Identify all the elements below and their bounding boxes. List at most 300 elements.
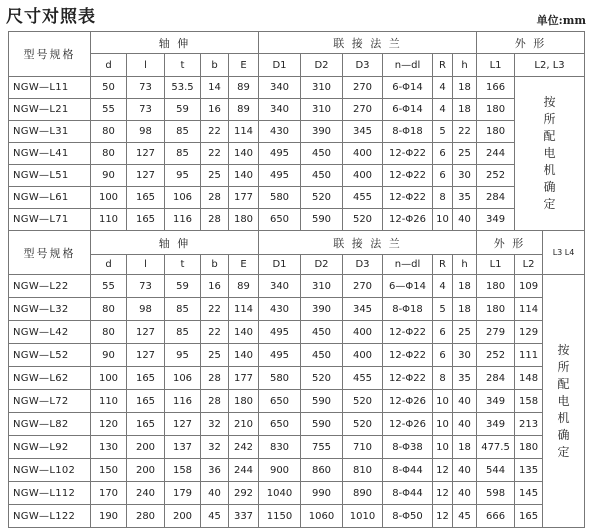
value-cell: 8-Φ44 bbox=[383, 482, 433, 505]
page-title: 尺寸对照表 bbox=[6, 7, 96, 27]
value-cell: 90 bbox=[91, 165, 127, 187]
motor-note bbox=[515, 77, 585, 231]
value-cell: 279 bbox=[477, 321, 515, 344]
col-header: D1 bbox=[259, 255, 301, 275]
value-cell: 85 bbox=[165, 298, 201, 321]
unit-label: 单位:mm bbox=[536, 14, 586, 27]
value-cell: 430 bbox=[259, 121, 301, 143]
value-cell: 590 bbox=[301, 390, 343, 413]
value-cell: 6-Φ14 bbox=[383, 99, 433, 121]
value-cell: 337 bbox=[229, 505, 259, 528]
size-table-2 bbox=[8, 230, 585, 528]
value-cell: 520 bbox=[343, 209, 383, 231]
value-cell: 12-Φ22 bbox=[383, 187, 433, 209]
value-cell: 1010 bbox=[343, 505, 383, 528]
value-cell: 280 bbox=[127, 505, 165, 528]
model-cell: NGW—L112 bbox=[9, 482, 91, 505]
value-cell: 5 bbox=[433, 298, 453, 321]
value-cell: 400 bbox=[343, 344, 383, 367]
value-cell: 40 bbox=[453, 482, 477, 505]
value-cell: 210 bbox=[229, 413, 259, 436]
value-cell: 150 bbox=[91, 459, 127, 482]
value-cell: 18 bbox=[453, 99, 477, 121]
value-cell: 349 bbox=[477, 390, 515, 413]
value-cell: 213 bbox=[515, 413, 543, 436]
value-cell: 252 bbox=[477, 165, 515, 187]
value-cell: 200 bbox=[165, 505, 201, 528]
value-cell: 755 bbox=[301, 436, 343, 459]
motor-note-text: 按所配电机确定 bbox=[557, 342, 570, 459]
value-cell: 95 bbox=[165, 165, 201, 187]
value-cell: 340 bbox=[259, 99, 301, 121]
table-row bbox=[9, 505, 585, 528]
model-cell: NGW—L42 bbox=[9, 321, 91, 344]
value-cell: 22 bbox=[201, 143, 229, 165]
value-cell: 520 bbox=[301, 367, 343, 390]
col-header: L1 bbox=[477, 54, 515, 77]
col-header: b bbox=[201, 54, 229, 77]
value-cell: 127 bbox=[127, 143, 165, 165]
value-cell: 85 bbox=[165, 143, 201, 165]
value-cell: 284 bbox=[477, 187, 515, 209]
model-cell: NGW—L82 bbox=[9, 413, 91, 436]
value-cell: 340 bbox=[259, 77, 301, 99]
value-cell: 45 bbox=[201, 505, 229, 528]
value-cell: 12-Φ22 bbox=[383, 344, 433, 367]
l3-l4-header: L3 L4 bbox=[543, 231, 585, 275]
value-cell: 349 bbox=[477, 209, 515, 231]
value-cell: 10 bbox=[433, 209, 453, 231]
value-cell: 32 bbox=[201, 436, 229, 459]
flange-header: 联 接 法 兰 bbox=[259, 32, 477, 54]
value-cell: 35 bbox=[453, 187, 477, 209]
value-cell: 59 bbox=[165, 275, 201, 298]
value-cell: 242 bbox=[229, 436, 259, 459]
value-cell: 80 bbox=[91, 321, 127, 344]
value-cell: 40 bbox=[453, 459, 477, 482]
value-cell: 95 bbox=[165, 344, 201, 367]
model-cell: NGW—L11 bbox=[9, 77, 91, 99]
value-cell: 12-Φ26 bbox=[383, 390, 433, 413]
value-cell: 244 bbox=[477, 143, 515, 165]
value-cell: 140 bbox=[229, 165, 259, 187]
value-cell: 650 bbox=[259, 413, 301, 436]
value-cell: 145 bbox=[515, 482, 543, 505]
value-cell: 8-Φ44 bbox=[383, 459, 433, 482]
value-cell: 25 bbox=[201, 165, 229, 187]
value-cell: 18 bbox=[453, 275, 477, 298]
value-cell: 129 bbox=[515, 321, 543, 344]
size-table-1 bbox=[8, 31, 585, 231]
model-cell: NGW—L32 bbox=[9, 298, 91, 321]
value-cell: 45 bbox=[453, 505, 477, 528]
value-cell: 140 bbox=[229, 321, 259, 344]
value-cell: 110 bbox=[91, 209, 127, 231]
col-header: b bbox=[201, 255, 229, 275]
col-header: L2, L3 bbox=[515, 54, 585, 77]
col-header: h bbox=[453, 255, 477, 275]
value-cell: 180 bbox=[477, 275, 515, 298]
col-header: l bbox=[127, 255, 165, 275]
value-cell: 180 bbox=[477, 99, 515, 121]
table-row bbox=[9, 459, 585, 482]
value-cell: 349 bbox=[477, 413, 515, 436]
value-cell: 177 bbox=[229, 367, 259, 390]
value-cell: 50 bbox=[91, 77, 127, 99]
value-cell: 8-Φ18 bbox=[383, 298, 433, 321]
value-cell: 114 bbox=[515, 298, 543, 321]
value-cell: 100 bbox=[91, 367, 127, 390]
table-row bbox=[9, 77, 585, 99]
model-cell: NGW—L31 bbox=[9, 121, 91, 143]
value-cell: 666 bbox=[477, 505, 515, 528]
sub-header-row bbox=[9, 54, 585, 77]
value-cell: 455 bbox=[343, 187, 383, 209]
value-cell: 73 bbox=[127, 99, 165, 121]
table-row bbox=[9, 275, 585, 298]
value-cell: 22 bbox=[453, 121, 477, 143]
value-cell: 6 bbox=[433, 321, 453, 344]
value-cell: 111 bbox=[515, 344, 543, 367]
value-cell: 6 bbox=[433, 143, 453, 165]
value-cell: 284 bbox=[477, 367, 515, 390]
col-header: D3 bbox=[343, 54, 383, 77]
value-cell: 900 bbox=[259, 459, 301, 482]
value-cell: 40 bbox=[453, 413, 477, 436]
value-cell: 12-Φ22 bbox=[383, 367, 433, 390]
value-cell: 4 bbox=[433, 99, 453, 121]
col-header: n—dl bbox=[383, 255, 433, 275]
value-cell: 4 bbox=[433, 77, 453, 99]
table-row bbox=[9, 165, 585, 187]
table-row bbox=[9, 482, 585, 505]
value-cell: 179 bbox=[165, 482, 201, 505]
value-cell: 25 bbox=[453, 143, 477, 165]
value-cell: 1040 bbox=[259, 482, 301, 505]
value-cell: 544 bbox=[477, 459, 515, 482]
value-cell: 495 bbox=[259, 165, 301, 187]
col-header: l bbox=[127, 54, 165, 77]
table-row bbox=[9, 99, 585, 121]
col-header: t bbox=[165, 54, 201, 77]
value-cell: 166 bbox=[477, 77, 515, 99]
col-header: E bbox=[229, 54, 259, 77]
value-cell: 270 bbox=[343, 275, 383, 298]
value-cell: 12-Φ22 bbox=[383, 321, 433, 344]
value-cell: 98 bbox=[127, 298, 165, 321]
value-cell: 520 bbox=[343, 390, 383, 413]
shaft-header: 轴 伸 bbox=[91, 32, 259, 54]
value-cell: 400 bbox=[343, 321, 383, 344]
value-cell: 127 bbox=[127, 344, 165, 367]
value-cell: 158 bbox=[515, 390, 543, 413]
outline-header: 外 形 bbox=[477, 231, 543, 255]
col-header: L2 bbox=[515, 255, 543, 275]
value-cell: 14 bbox=[201, 77, 229, 99]
model-header: 型号规格 bbox=[9, 32, 91, 77]
col-header: L1 bbox=[477, 255, 515, 275]
col-header: R bbox=[433, 255, 453, 275]
table-row bbox=[9, 436, 585, 459]
value-cell: 80 bbox=[91, 298, 127, 321]
value-cell: 73 bbox=[127, 275, 165, 298]
value-cell: 177 bbox=[229, 187, 259, 209]
value-cell: 6—Φ14 bbox=[383, 275, 433, 298]
sub-header-row bbox=[9, 255, 585, 275]
value-cell: 450 bbox=[301, 143, 343, 165]
table-row bbox=[9, 121, 585, 143]
header-row bbox=[9, 231, 585, 255]
value-cell: 455 bbox=[343, 367, 383, 390]
value-cell: 10 bbox=[433, 390, 453, 413]
value-cell: 400 bbox=[343, 165, 383, 187]
value-cell: 30 bbox=[453, 165, 477, 187]
value-cell: 16 bbox=[201, 99, 229, 121]
value-cell: 650 bbox=[259, 390, 301, 413]
value-cell: 450 bbox=[301, 321, 343, 344]
value-cell: 8 bbox=[433, 187, 453, 209]
value-cell: 8-Φ18 bbox=[383, 121, 433, 143]
col-header: n—dl bbox=[383, 54, 433, 77]
value-cell: 477.5 bbox=[477, 436, 515, 459]
value-cell: 18 bbox=[453, 298, 477, 321]
value-cell: 28 bbox=[201, 390, 229, 413]
value-cell: 28 bbox=[201, 367, 229, 390]
value-cell: 53.5 bbox=[165, 77, 201, 99]
value-cell: 8-Φ50 bbox=[383, 505, 433, 528]
value-cell: 89 bbox=[229, 275, 259, 298]
value-cell: 590 bbox=[301, 413, 343, 436]
value-cell: 450 bbox=[301, 344, 343, 367]
value-cell: 148 bbox=[515, 367, 543, 390]
value-cell: 120 bbox=[91, 413, 127, 436]
value-cell: 580 bbox=[259, 367, 301, 390]
value-cell: 200 bbox=[127, 436, 165, 459]
value-cell: 990 bbox=[301, 482, 343, 505]
col-header: D2 bbox=[301, 54, 343, 77]
value-cell: 598 bbox=[477, 482, 515, 505]
value-cell: 80 bbox=[91, 143, 127, 165]
value-cell: 810 bbox=[343, 459, 383, 482]
value-cell: 28 bbox=[201, 209, 229, 231]
value-cell: 12 bbox=[433, 505, 453, 528]
value-cell: 73 bbox=[127, 77, 165, 99]
value-cell: 137 bbox=[165, 436, 201, 459]
table-row bbox=[9, 413, 585, 436]
value-cell: 40 bbox=[453, 390, 477, 413]
value-cell: 200 bbox=[127, 459, 165, 482]
value-cell: 80 bbox=[91, 121, 127, 143]
value-cell: 110 bbox=[91, 390, 127, 413]
value-cell: 85 bbox=[165, 321, 201, 344]
model-cell: NGW—L22 bbox=[9, 275, 91, 298]
value-cell: 158 bbox=[165, 459, 201, 482]
value-cell: 180 bbox=[515, 436, 543, 459]
value-cell: 5 bbox=[433, 121, 453, 143]
model-cell: NGW—L71 bbox=[9, 209, 91, 231]
value-cell: 6 bbox=[433, 344, 453, 367]
table-row bbox=[9, 298, 585, 321]
value-cell: 450 bbox=[301, 165, 343, 187]
shaft-header: 轴 伸 bbox=[91, 231, 259, 255]
value-cell: 116 bbox=[165, 390, 201, 413]
motor-note-text: 按所配电机确定 bbox=[543, 95, 556, 211]
value-cell: 495 bbox=[259, 344, 301, 367]
value-cell: 35 bbox=[453, 367, 477, 390]
value-cell: 8-Φ38 bbox=[383, 436, 433, 459]
value-cell: 22 bbox=[201, 298, 229, 321]
model-cell: NGW—L62 bbox=[9, 367, 91, 390]
value-cell: 130 bbox=[91, 436, 127, 459]
value-cell: 165 bbox=[127, 390, 165, 413]
col-header: R bbox=[433, 54, 453, 77]
model-cell: NGW—L72 bbox=[9, 390, 91, 413]
col-header: E bbox=[229, 255, 259, 275]
value-cell: 40 bbox=[453, 209, 477, 231]
model-cell: NGW—L102 bbox=[9, 459, 91, 482]
table-row bbox=[9, 321, 585, 344]
value-cell: 520 bbox=[343, 413, 383, 436]
value-cell: 650 bbox=[259, 209, 301, 231]
value-cell: 18 bbox=[453, 77, 477, 99]
model-cell: NGW—L51 bbox=[9, 165, 91, 187]
value-cell: 890 bbox=[343, 482, 383, 505]
value-cell: 89 bbox=[229, 77, 259, 99]
value-cell: 710 bbox=[343, 436, 383, 459]
value-cell: 12-Φ26 bbox=[383, 209, 433, 231]
col-header: h bbox=[453, 54, 477, 77]
value-cell: 100 bbox=[91, 187, 127, 209]
value-cell: 240 bbox=[127, 482, 165, 505]
value-cell: 114 bbox=[229, 121, 259, 143]
model-cell: NGW—L92 bbox=[9, 436, 91, 459]
model-cell: NGW—L52 bbox=[9, 344, 91, 367]
value-cell: 390 bbox=[301, 121, 343, 143]
value-cell: 8 bbox=[433, 367, 453, 390]
value-cell: 430 bbox=[259, 298, 301, 321]
value-cell: 10 bbox=[433, 413, 453, 436]
value-cell: 109 bbox=[515, 275, 543, 298]
value-cell: 140 bbox=[229, 344, 259, 367]
value-cell: 4 bbox=[433, 275, 453, 298]
value-cell: 25 bbox=[201, 344, 229, 367]
value-cell: 310 bbox=[301, 275, 343, 298]
value-cell: 165 bbox=[127, 209, 165, 231]
value-cell: 165 bbox=[127, 413, 165, 436]
col-header: d bbox=[91, 54, 127, 77]
value-cell: 89 bbox=[229, 99, 259, 121]
model-header: 型号规格 bbox=[9, 231, 91, 275]
value-cell: 1060 bbox=[301, 505, 343, 528]
value-cell: 55 bbox=[91, 99, 127, 121]
value-cell: 830 bbox=[259, 436, 301, 459]
table-row bbox=[9, 209, 585, 231]
value-cell: 90 bbox=[91, 344, 127, 367]
value-cell: 30 bbox=[453, 344, 477, 367]
value-cell: 22 bbox=[201, 321, 229, 344]
value-cell: 12-Φ22 bbox=[383, 143, 433, 165]
value-cell: 22 bbox=[201, 121, 229, 143]
value-cell: 244 bbox=[229, 459, 259, 482]
outline-header: 外 形 bbox=[477, 32, 585, 54]
value-cell: 12 bbox=[433, 459, 453, 482]
col-header: D3 bbox=[343, 255, 383, 275]
table-row bbox=[9, 367, 585, 390]
model-cell: NGW—L21 bbox=[9, 99, 91, 121]
value-cell: 590 bbox=[301, 209, 343, 231]
value-cell: 18 bbox=[453, 436, 477, 459]
value-cell: 252 bbox=[477, 344, 515, 367]
value-cell: 310 bbox=[301, 99, 343, 121]
value-cell: 127 bbox=[165, 413, 201, 436]
value-cell: 10 bbox=[433, 436, 453, 459]
value-cell: 520 bbox=[301, 187, 343, 209]
value-cell: 135 bbox=[515, 459, 543, 482]
value-cell: 12 bbox=[433, 482, 453, 505]
table-row bbox=[9, 143, 585, 165]
value-cell: 580 bbox=[259, 187, 301, 209]
value-cell: 270 bbox=[343, 77, 383, 99]
value-cell: 292 bbox=[229, 482, 259, 505]
value-cell: 12-Φ22 bbox=[383, 165, 433, 187]
value-cell: 180 bbox=[477, 298, 515, 321]
model-cell: NGW—L61 bbox=[9, 187, 91, 209]
table-row bbox=[9, 187, 585, 209]
motor-note bbox=[543, 275, 585, 528]
col-header: t bbox=[165, 255, 201, 275]
header-row bbox=[9, 32, 585, 54]
value-cell: 190 bbox=[91, 505, 127, 528]
model-cell: NGW—L122 bbox=[9, 505, 91, 528]
col-header: D2 bbox=[301, 255, 343, 275]
value-cell: 140 bbox=[229, 143, 259, 165]
value-cell: 16 bbox=[201, 275, 229, 298]
value-cell: 127 bbox=[127, 321, 165, 344]
value-cell: 28 bbox=[201, 187, 229, 209]
value-cell: 1150 bbox=[259, 505, 301, 528]
value-cell: 180 bbox=[229, 390, 259, 413]
flange-header: 联 接 法 兰 bbox=[259, 231, 477, 255]
value-cell: 25 bbox=[453, 321, 477, 344]
value-cell: 40 bbox=[201, 482, 229, 505]
value-cell: 106 bbox=[165, 187, 201, 209]
value-cell: 6-Φ14 bbox=[383, 77, 433, 99]
value-cell: 495 bbox=[259, 143, 301, 165]
value-cell: 400 bbox=[343, 143, 383, 165]
value-cell: 165 bbox=[515, 505, 543, 528]
value-cell: 6 bbox=[433, 165, 453, 187]
value-cell: 85 bbox=[165, 121, 201, 143]
value-cell: 860 bbox=[301, 459, 343, 482]
value-cell: 170 bbox=[91, 482, 127, 505]
value-cell: 12-Φ26 bbox=[383, 413, 433, 436]
value-cell: 270 bbox=[343, 99, 383, 121]
value-cell: 390 bbox=[301, 298, 343, 321]
col-header: D1 bbox=[259, 54, 301, 77]
value-cell: 106 bbox=[165, 367, 201, 390]
value-cell: 98 bbox=[127, 121, 165, 143]
table-row bbox=[9, 344, 585, 367]
value-cell: 59 bbox=[165, 99, 201, 121]
value-cell: 345 bbox=[343, 121, 383, 143]
value-cell: 180 bbox=[229, 209, 259, 231]
model-cell: NGW—L41 bbox=[9, 143, 91, 165]
value-cell: 55 bbox=[91, 275, 127, 298]
value-cell: 180 bbox=[477, 121, 515, 143]
value-cell: 36 bbox=[201, 459, 229, 482]
value-cell: 345 bbox=[343, 298, 383, 321]
value-cell: 127 bbox=[127, 165, 165, 187]
